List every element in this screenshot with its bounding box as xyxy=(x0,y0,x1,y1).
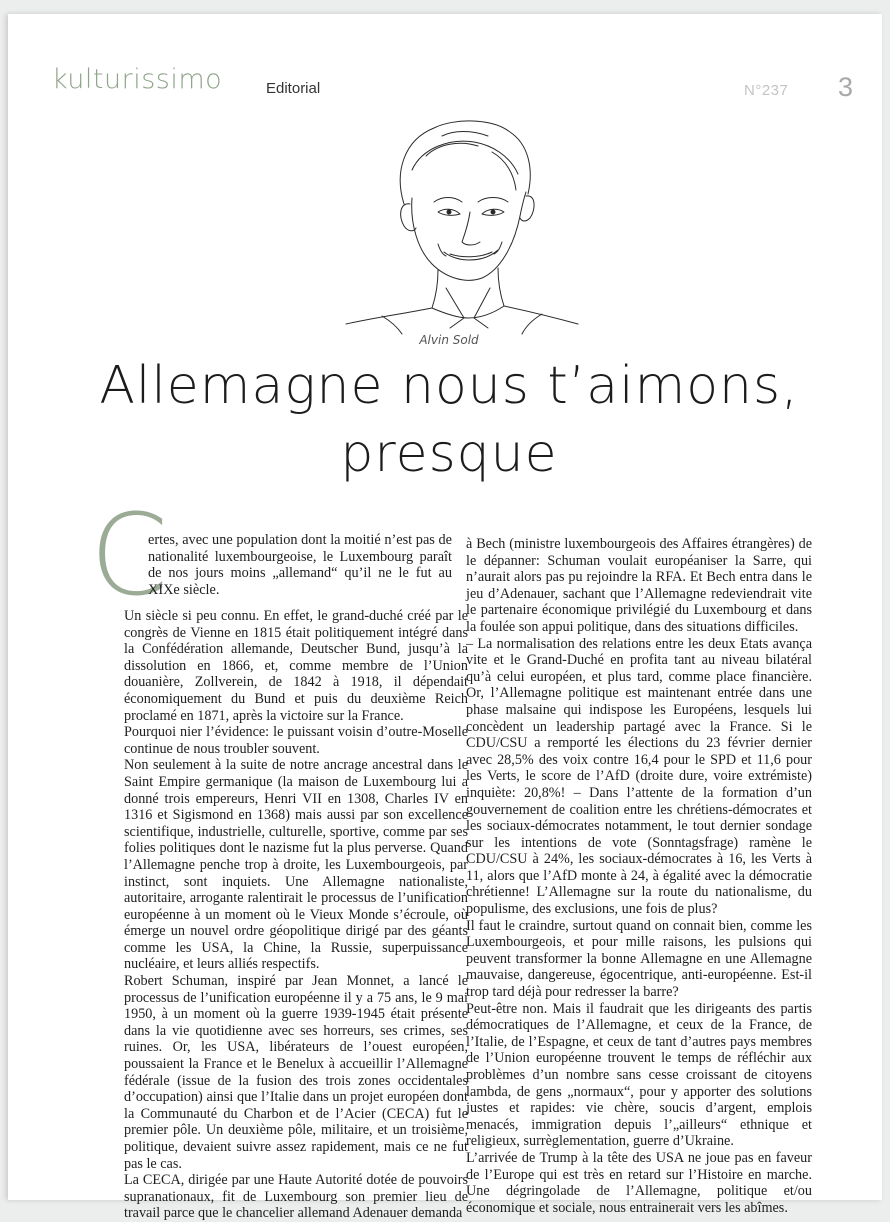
headline-line-2: presque xyxy=(340,424,558,484)
paragraph: Robert Schuman, inspiré par Jean Monnet, a lancé le processus de l’unification européenne il y a 75 ans, le 9 mai 1950, à un moment où la guerre 1939-1945 était présente dans la vie quotidienne avec ses horreurs, ses crimes, ses ruines. Or, les USA, libérateurs de l’ouest européen, poussaient la France et le Benelux à accueillir l’Allemagne fédérale (issue de la fusion des trois zones occidentales d’occupation) ainsi que l’Italie dans un projet européen dont la Communauté du Charbon et de l’Acier (CECA) fut le premier pôle. Un deuxième pôle, militaire, et un troisième, politique, devaient suivre assez rapidement, mais ce ne fut pas le cas. xyxy=(124,973,468,1172)
paragraph: Il faut le craindre, surtout quand on connait bien, comme les Luxembourgeois, et pour mille raisons, les pulsions qui peuvent transformer la bonne Allemagne en une Allemagne mauvaise, dangereuse, égocentrique, anti-européenne. Est-il trop tard déjà pour redresser la barre? xyxy=(466,917,812,1001)
article-headline xyxy=(8,352,890,488)
lead-paragraph: ertes, avec une population dont la moitié n’est pas de nationalité luxembourgeoise, le Luxembourg paraît de nos jours moins „allemand“ qu’il ne le fut au XIXe siècle. xyxy=(148,532,452,599)
page-number: 3 xyxy=(838,72,854,102)
left-column xyxy=(124,608,468,1222)
paragraph: – La normalisation des relations entre les deux Etats avança vite et le Grand-Duché en profita tant au niveau bilatéral qu’à celui européen, et plus tard, comme place financière. Or, l’Allemagne politique est maintenant entrée dans une phase malsaine qui indispose les Européens, lesquels lui concèdent un leadership partagé avec la France. Si le CDU/CSU a remporté les élections du 23 février dernier avec 28,5% des voix contre 16,4 pour le SPD et 11,6 pour les Verts, le score de l’AfD (droite dure, voire extrémiste) inquiète: 20,8%! – Dans l’attente de la formation d’un gouvernement de coalition entre les chrétiens-démocrates et les sociaux-démocrates notamment, le tout dernier sondage sur les intentions de vote (Sonntagsfrage) ramène le CDU/CSU à 24%, les sociaux-démocrates à 16, les Verts à 11, alors que l’AfD monte à 24, à égalité avec la démocratie chrétienne! L’Allemagne sur la route du nationalisme, du populisme, des exclusions, une fois de plus? xyxy=(466,635,812,918)
issue-number: N°237 xyxy=(744,82,789,99)
paragraph: Peut-être non. Mais il faudrait que les dirigeants des partis démocratiques de l’Allemagne, et ceux de la France, de l’Italie, de l’Espagne, et ceux de tant d’autres pays membres de l’Union européenne trouvent le temps de réfléchir aux problèmes d’un nombre sans cesse croissant de citoyens lambda, de gens „normaux“, pour y apporter des solutions justes et rapides: vie chère, soucis d’argent, emplois menacés, immigration depuis l’„ailleurs“ ethnique et religieux, surrèglementation, guerre d’Ukraine. xyxy=(466,1000,812,1150)
paragraph: L’arrivée de Trump à la tête des USA ne joue pas en faveur de l’Europe qui est très en retard sur l’Histoire en marche. Une dégringolade de l’Allemagne, politique et/ou économique et sociale, nous entrainerait vers les abîmes. xyxy=(466,1149,812,1216)
paragraph: Pourquoi nier l’évidence: le puissant voisin d’outre-Moselle continue de nous troubler souvent. xyxy=(124,724,468,757)
paragraph: à Bech (ministre luxembourgeois des Affaires étrangères) de le dépanner: Schuman voulait européaniser la Sarre, qui n’aurait alors pas pu rejoindre la RFA. Et Bech entra dans le jeu d’Adenauer, sachant que l’Allemagne redeviendrait vite le partenaire économique privilégié du Luxembourg et dans la foulée son appui politique, dans des situations difficiles. xyxy=(466,536,812,635)
magazine-logo: kulturissimo xyxy=(52,64,223,95)
magazine-page xyxy=(8,14,882,1222)
drop-cap: C xyxy=(90,491,169,621)
headline-line-1: Allemagne nous t’aimons, xyxy=(99,356,799,416)
author-portrait-drawing xyxy=(342,112,582,334)
section-label: Editorial xyxy=(266,80,321,97)
right-column xyxy=(466,536,812,1216)
paragraph: La CECA, dirigée par une Haute Autorité dotée de pouvoirs supranationaux, fit de Luxembourg son premier lieu de travail parce que le chancelier allemand Adenauer demanda xyxy=(124,1172,468,1222)
paragraph: Un siècle si peu connu. En effet, le grand-duché créé par le congrès de Vienne en 1815 était politiquement intégré dans la Confédération allemande, Deutscher Bund, jusqu’à la dissolution en 1866, et, comme membre de l’Union douanière, Zollverein, de 1842 à 1918, il dépendait économiquement du Bund et puis du deuxième Reich proclamé en 1871, après la victoire sur la France. xyxy=(124,608,468,724)
paragraph: Non seulement à la suite de notre ancrage ancestral dans le Saint Empire germanique (la maison de Luxembourg lui a donné trois empereurs, Henri VII en 1308, Charles IV en 1316 et Sigismond en 1368) mais aussi par son excellence scientifique, industrielle, culturelle, sportive, comme par ses folies politiques dont le nazisme fut la plus perverse. Quand l’Allemagne penche trop à droite, les Luxembourgeois, par instinct, sont inquiets. Une Allemagne nationaliste, autoritaire, arrogante ralentirait le processus de l’unification européenne à un moment où le Vieux Monde s’écroule, où émerge un nouvel ordre géopolitique dirigé par des géants comme les USA, la Chine, la Russie, superpuissance nucléaire, et leurs alliés respectifs. xyxy=(124,757,468,973)
author-name: Alvin Sold xyxy=(419,333,479,347)
